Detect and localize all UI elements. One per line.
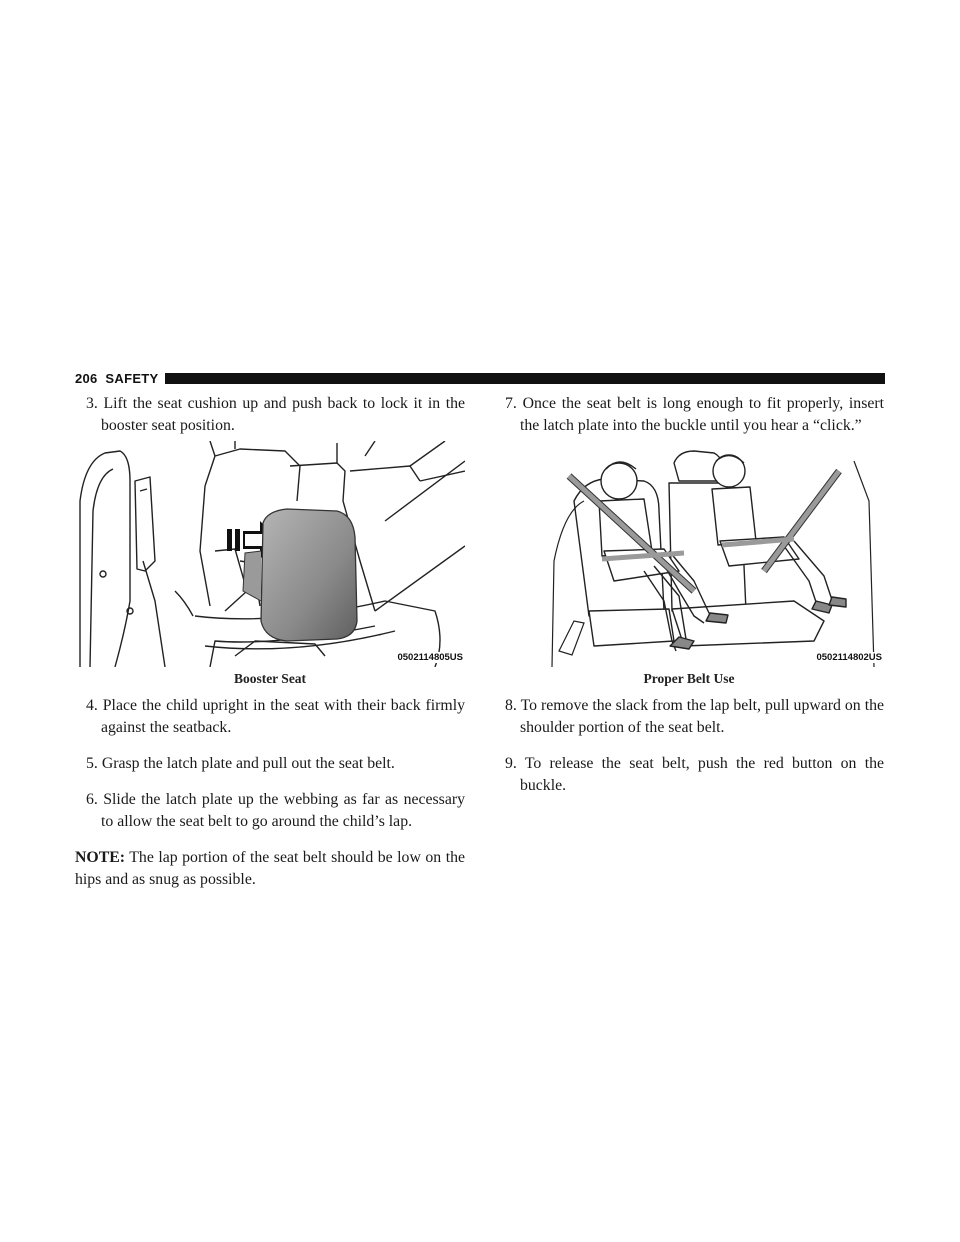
proper-belt-use-figure bbox=[494, 441, 884, 667]
proper-belt-use-illustration bbox=[494, 441, 884, 667]
step-3: 3. Lift the seat cushion up and push back to lock it in the booster seat position. bbox=[86, 395, 466, 434]
header-rule bbox=[165, 373, 885, 384]
step-6: 6. Slide the latch plate up the webbing as far as necessary to allow the seat belt to go around the child’s lap. bbox=[86, 791, 465, 830]
step-4: 4. Place the child upright in the seat with their back firmly against the seatback. bbox=[86, 697, 465, 736]
figure-code: 0502114805US bbox=[394, 652, 463, 663]
header-label bbox=[75, 371, 165, 386]
page-header bbox=[75, 371, 885, 385]
step-9: 9. To release the seat belt, push the red button on the buckle. bbox=[505, 755, 884, 794]
right-column bbox=[494, 393, 884, 811]
booster-seat-figure bbox=[75, 441, 465, 667]
figure-caption: Proper Belt Use bbox=[643, 671, 735, 686]
section-title: SAFETY bbox=[105, 370, 159, 386]
booster-seat-illustration bbox=[75, 441, 465, 667]
note: NOTE: The lap portion of the seat belt should be low on the hips and as snug as possible. bbox=[75, 849, 465, 888]
step-8: 8. To remove the slack from the lap belt, pull upward on the shoulder portion of the seat belt. bbox=[505, 697, 884, 736]
figure-code: 0502114802US bbox=[813, 652, 882, 663]
step-7: 7. Once the seat belt is long enough to fit properly, insert the latch plate into the buckle until you hear a “click.” bbox=[505, 395, 885, 434]
page-number: 206 bbox=[75, 370, 98, 386]
figure-caption: Booster Seat bbox=[233, 671, 307, 686]
left-column bbox=[75, 393, 465, 891]
step-5: 5. Grasp the latch plate and pull out the seat belt. bbox=[86, 755, 395, 772]
